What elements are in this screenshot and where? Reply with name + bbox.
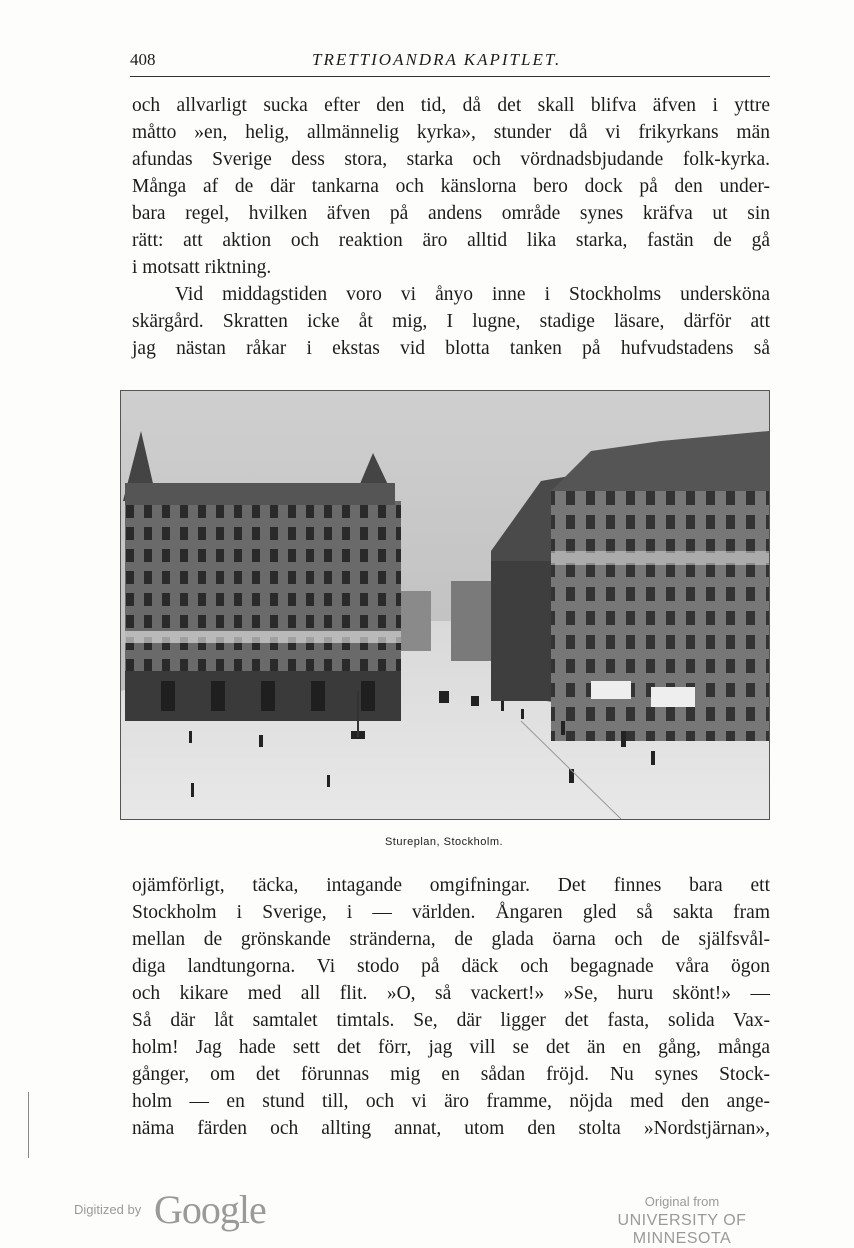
google-logo: Google: [154, 1187, 266, 1232]
text-line: Så där låt samtalet timtals. Se, där ligger det fasta, solida Vax-: [132, 1010, 770, 1031]
photo-illustration: [121, 391, 769, 819]
text-line: holm! Jag hade sett det förr, jag vill se det än en gång, många: [132, 1037, 770, 1058]
text-line: Stockholm i Sverige, i — världen. Ångaren gled så sakta fram: [132, 902, 770, 923]
text-line: Många af de där tankarna och känslorna bero dock på den under-: [132, 176, 770, 197]
text-line: gånger, om det förunnas mig en sådan fröjd. Nu synes Stock-: [132, 1064, 770, 1085]
original-from-label: Original from: [644, 1194, 720, 1209]
text-line: och kikare med all flit. »O, så vackert!» »Se, huru skönt!» —: [132, 983, 770, 1004]
margin-rule: [28, 1092, 29, 1158]
running-head: TRETTIOANDRA KAPITLET.: [312, 50, 562, 69]
page-number: 408: [130, 50, 156, 69]
text-line: i motsatt riktning.: [132, 257, 272, 278]
text-line: holm — en stund till, och vi äro framme, nöjda med den ange-: [132, 1091, 770, 1112]
text-line: skärgård. Skratten icke åt mig, I lugne, stadige läsare, därför att: [132, 311, 770, 332]
text-line: jag nästan råkar i ekstas vid blotta tanken på hufvudstadens så: [132, 338, 770, 359]
text-line: näma färden och allting annat, utom den stolta »Nordstjärnan»,: [132, 1118, 770, 1139]
figure-caption: Stureplan, Stockholm.: [384, 836, 504, 848]
text-line: bara regel, hvilken äfven på andens område synes kräfva ut sin: [132, 203, 770, 224]
university-label: UNIVERSITY OF MINNESOTA: [617, 1212, 747, 1247]
text-line: mellan de grönskande stränderna, de glada öarna och de själfsvål-: [132, 929, 770, 950]
text-line: måtto »en, helig, allmännelig kyrka», stunder då vi frikyrkans män: [132, 122, 770, 143]
text-line: diga landtungorna. Vi stodo på däck och begagnade våra ögon: [132, 956, 770, 977]
page-header: [130, 46, 770, 77]
digitized-by-label: Digitized by: [74, 1202, 142, 1217]
text-line: ojämförligt, täcka, intagande omgifningar. Det finnes bara ett: [132, 875, 770, 896]
stureplan-photograph: [120, 390, 770, 820]
text-line: rätt: att aktion och reaktion äro alltid lika starka, fastän de gå: [132, 230, 770, 251]
text-line: afundas Sverige dess stora, starka och vördnadsbjudande folk-kyrka.: [132, 149, 770, 170]
text-line: Vid middagstiden voro vi ånyo inne i Stockholms undersköna: [175, 284, 770, 305]
text-line: och allvarligt sucka efter den tid, då det skall blifva äfven i yttre: [132, 95, 770, 116]
